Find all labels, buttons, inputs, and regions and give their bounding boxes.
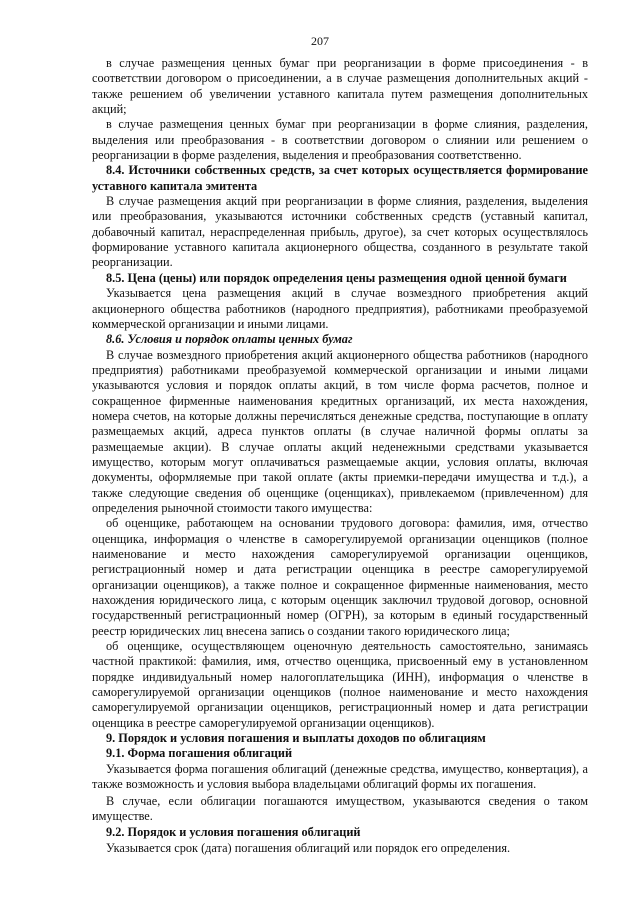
paragraph-8-6-body: В случае возмездного приобретения акций акционерного общества работников (народного предприятия) работниками преобразуемой коммерческой организации и иными лицами указываются условия и порядок оплаты акций, в том числе форма расчетов, полное и сокращенное фирменные наименования кредитных организаций, их места нахождения, номера счетов, на которые должны перечисляться денежные средства, поступающие в оплату размещаемых акций, адреса пунктов оплаты (в случае наличной формы оплаты за размещаемые акции). В случае оплаты акций неденежными средствами указывается имущество, которым могут оплачиваться размещаемые акции, условия оплаты, включая документы, оформляемые при такой оплате (акты приемки-передачи имущества и т.д.), а также следующие сведения об оценщике (оценщиках), привлекаемом (привлеченном) для определения рыночной стоимости такого имущества: <box>92 347 588 515</box>
paragraph-merger-accession: в случае размещения ценных бумаг при реорганизации в форме присоединения - в соответствии договором о присоединении, а в случае размещения дополнительных акций - также решением об увеличении уставного капитала путем размещения дополнительных акций; <box>92 56 588 117</box>
paragraph-9-2-body: Указывается срок (дата) погашения облигаций или порядок его определения. <box>106 840 511 855</box>
paragraph-8-5-body: Указывается цена размещения акций в случае возмездного приобретения акций акционерного общества работников (народного предприятия), работниками преобразуемой коммерческой организации и иными лицами. <box>92 286 588 331</box>
paragraph-appraiser-private: об оценщике, осуществляющем оценочную деятельность самостоятельно, занимаясь частной практикой: фамилия, имя, отчество оценщика, присвоенный ему в установленном порядке индивидуальный номер налогоплательщика (ИНН), информация о членстве в саморегулируемой организации оценщиков (полное наименование и место нахождения саморегулируемой организации оценщиков, регистрационный номер и дата регистрации оценщика в реестре саморегулируемой организации оценщиков). <box>92 639 588 730</box>
section-heading-9-1: 9.1. Форма погашения облигаций <box>106 746 293 761</box>
paragraph-8-4-body: В случае размещения акций при реорганизации в форме слияния, разделения, выделения или преобразования, указываются источники собственных средств (уставный капитал, добавочный капитал, нераспределенная прибыль, другое), за счет которых осуществлялось формирование уставного капитала акционерного общества, созданного в результате такой реорганизации. <box>92 194 588 270</box>
page-number: 207 <box>311 34 329 48</box>
section-heading-8-5: 8.5. Цена (цены) или порядок определения цены размещения одной ценной бумаги <box>106 270 567 285</box>
paragraph-merger-division: в случае размещения ценных бумаг при реорганизации в форме слияния, разделения, выделения или преобразования - в соответствии договором о слиянии или решением о реорганизации в форме разделения, выделения и преобразования соответственно. <box>92 117 588 163</box>
document-body <box>92 56 588 856</box>
section-heading-9-2: 9.2. Порядок и условия погашения облигаций <box>106 825 361 840</box>
paragraph-appraiser-employed: об оценщике, работающем на основании трудового договора: фамилия, имя, отчество оценщика, информация о членстве в саморегулируемой организации оценщиков (полное наименование и место нахождения саморегулируемой организации оценщиков, регистрационный номер и дата регистрации оценщика в реестре саморегулируемой организации оценщиков), а также полное и сокращенное фирменные наименования, место нахождения юридического лица, с которым оценщик заключил трудовой договор, основной государственный регистрационный номер (ОГРН), за которым в единый государственный реестр юридических лиц внесена запись о создании такого юридического лица; <box>92 516 588 638</box>
paragraph-9-1-property: В случае, если облигации погашаются имуществом, указываются сведения о таком имуществе. <box>92 793 588 823</box>
section-heading-8-6: 8.6. Условия и порядок оплаты ценных бумаг <box>106 332 353 347</box>
section-heading-8-4: 8.4. Источники собственных средств, за счет которых осуществляется формирование уставного капитала эмитента <box>92 163 588 193</box>
section-heading-9: 9. Порядок и условия погашения и выплаты доходов по облигациям <box>106 731 486 746</box>
paragraph-9-1-body: Указывается форма погашения облигаций (денежные средства, имущество, конвертация), а также возможность и условия выбора владельцами облигаций формы их погашения. <box>92 761 588 792</box>
